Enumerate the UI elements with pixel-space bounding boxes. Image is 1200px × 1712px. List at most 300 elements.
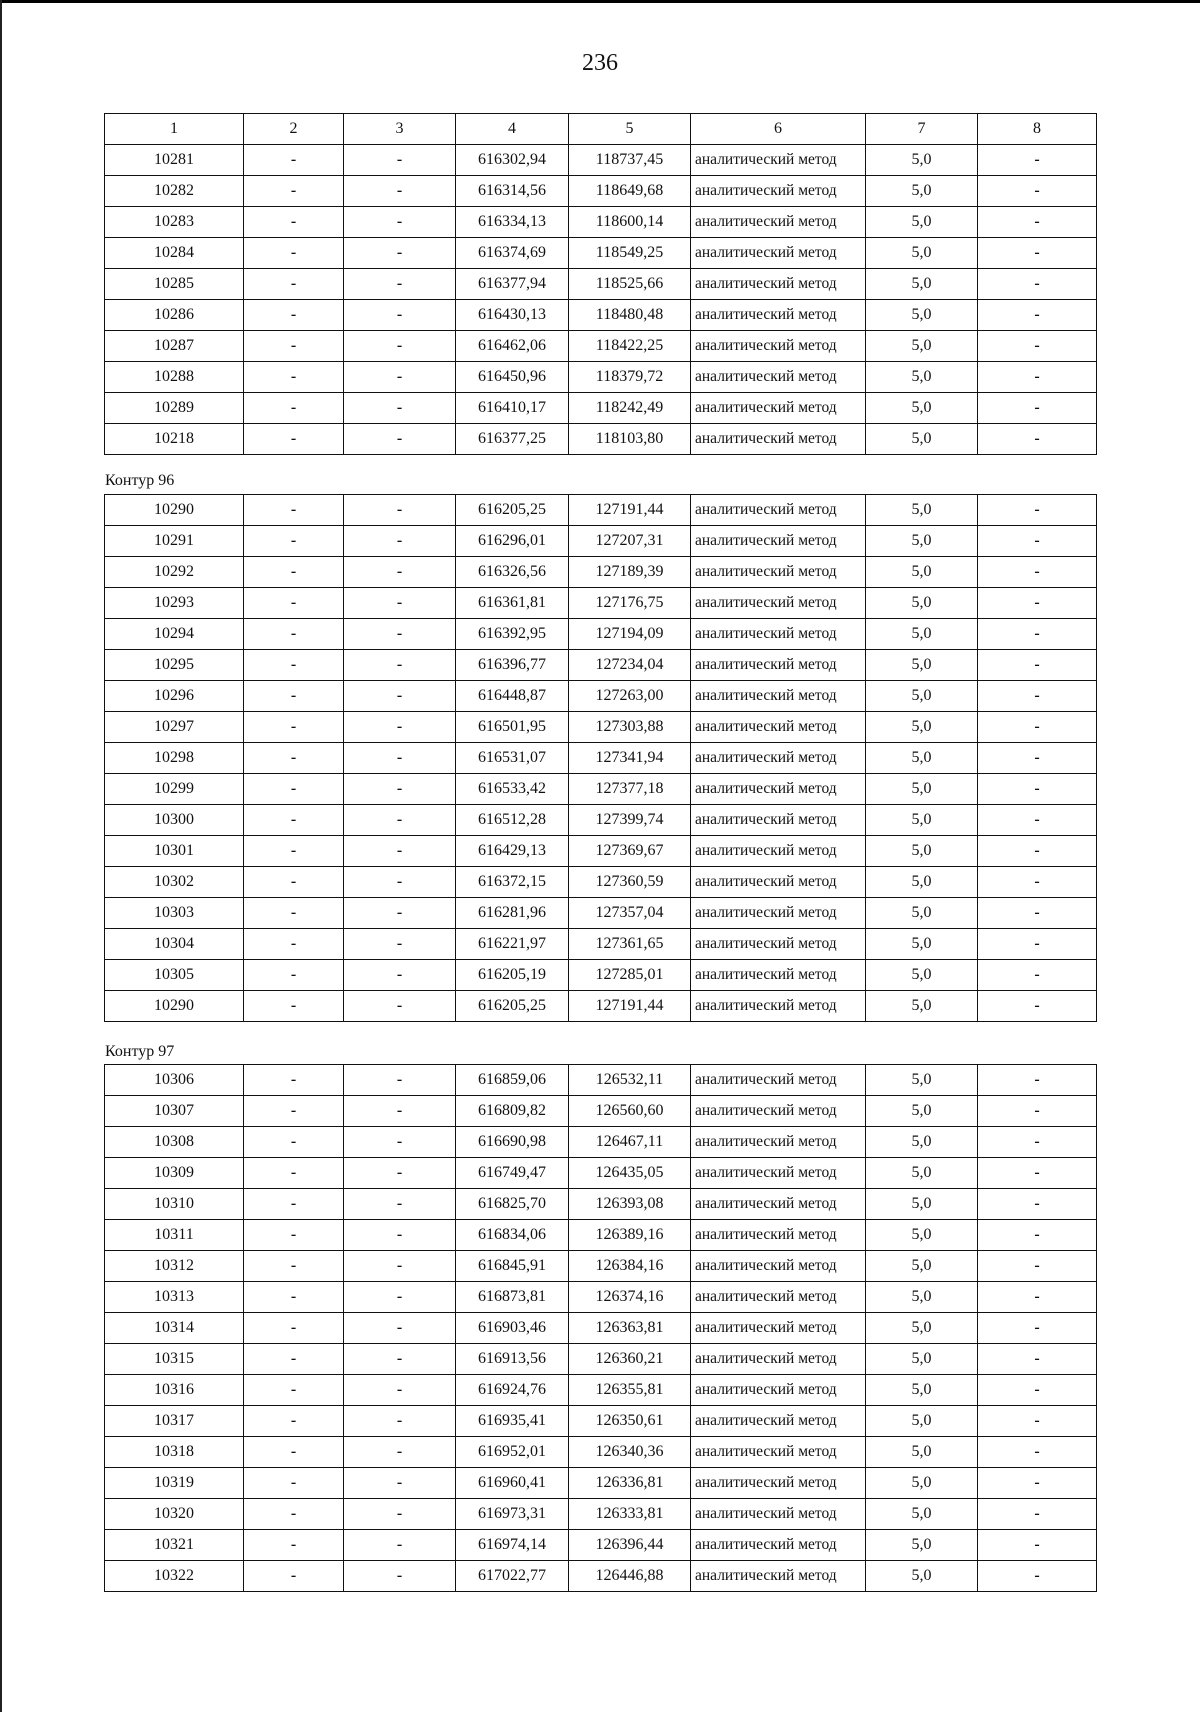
col-8-cell: - xyxy=(978,1127,1097,1158)
point-number-cell: 10311 xyxy=(105,1220,244,1251)
col-3-cell: - xyxy=(344,681,456,712)
coord-x-cell: 616749,47 xyxy=(456,1158,569,1189)
col-2-cell: - xyxy=(244,1499,344,1530)
point-number-cell: 10290 xyxy=(105,495,244,526)
coord-y-cell: 126532,11 xyxy=(569,1065,691,1096)
coord-x-cell: 616450,96 xyxy=(456,362,569,393)
coord-y-cell: 127207,31 xyxy=(569,526,691,557)
method-cell: аналитический метод xyxy=(691,362,866,393)
col-8-cell: - xyxy=(978,424,1097,455)
table-row xyxy=(105,805,1097,836)
method-cell: аналитический метод xyxy=(691,495,866,526)
point-number-cell: 10292 xyxy=(105,557,244,588)
method-cell: аналитический метод xyxy=(691,743,866,774)
accuracy-cell: 5,0 xyxy=(866,960,978,991)
method-cell: аналитический метод xyxy=(691,176,866,207)
coord-y-cell: 126350,61 xyxy=(569,1406,691,1437)
point-number-cell: 10289 xyxy=(105,393,244,424)
coord-y-cell: 127361,65 xyxy=(569,929,691,960)
accuracy-cell: 5,0 xyxy=(866,557,978,588)
accuracy-cell: 5,0 xyxy=(866,1530,978,1561)
header-row xyxy=(105,114,1097,145)
coord-x-cell: 616430,13 xyxy=(456,300,569,331)
method-cell: аналитический метод xyxy=(691,145,866,176)
point-number-cell: 10314 xyxy=(105,1313,244,1344)
col-3-cell: - xyxy=(344,836,456,867)
table-row xyxy=(105,495,1097,526)
col-3-cell: - xyxy=(344,238,456,269)
accuracy-cell: 5,0 xyxy=(866,743,978,774)
coord-x-cell: 616396,77 xyxy=(456,650,569,681)
col-3-cell: - xyxy=(344,269,456,300)
coord-y-cell: 118525,66 xyxy=(569,269,691,300)
col-3-cell: - xyxy=(344,712,456,743)
table-row xyxy=(105,269,1097,300)
accuracy-cell: 5,0 xyxy=(866,898,978,929)
col-3-cell: - xyxy=(344,526,456,557)
accuracy-cell: 5,0 xyxy=(866,991,978,1022)
coord-y-cell: 126560,60 xyxy=(569,1096,691,1127)
point-number-cell: 10291 xyxy=(105,526,244,557)
coord-x-cell: 616410,17 xyxy=(456,393,569,424)
coord-x-cell: 616913,56 xyxy=(456,1344,569,1375)
method-cell: аналитический метод xyxy=(691,867,866,898)
col-8-cell: - xyxy=(978,712,1097,743)
accuracy-cell: 5,0 xyxy=(866,269,978,300)
coord-x-cell: 616859,06 xyxy=(456,1065,569,1096)
col-8-cell: - xyxy=(978,991,1097,1022)
col-8-cell: - xyxy=(978,1344,1097,1375)
header-cell: 1 xyxy=(105,114,244,145)
col-8-cell: - xyxy=(978,681,1097,712)
col-8-cell: - xyxy=(978,960,1097,991)
col-2-cell: - xyxy=(244,1096,344,1127)
col-8-cell: - xyxy=(978,1375,1097,1406)
point-number-cell: 10315 xyxy=(105,1344,244,1375)
method-cell: аналитический метод xyxy=(691,1313,866,1344)
col-2-cell: - xyxy=(244,526,344,557)
table-row xyxy=(105,1158,1097,1189)
coord-y-cell: 127189,39 xyxy=(569,557,691,588)
table-row xyxy=(105,681,1097,712)
coord-y-cell: 118379,72 xyxy=(569,362,691,393)
col-3-cell: - xyxy=(344,960,456,991)
coord-y-cell: 127303,88 xyxy=(569,712,691,743)
col-8-cell: - xyxy=(978,774,1097,805)
col-3-cell: - xyxy=(344,557,456,588)
coord-x-cell: 616845,91 xyxy=(456,1251,569,1282)
col-2-cell: - xyxy=(244,588,344,619)
table-row xyxy=(105,898,1097,929)
accuracy-cell: 5,0 xyxy=(866,362,978,393)
col-8-cell: - xyxy=(978,1561,1097,1592)
coord-x-cell: 616809,82 xyxy=(456,1096,569,1127)
accuracy-cell: 5,0 xyxy=(866,650,978,681)
point-number-cell: 10318 xyxy=(105,1437,244,1468)
coord-x-cell: 616834,06 xyxy=(456,1220,569,1251)
point-number-cell: 10295 xyxy=(105,650,244,681)
col-8-cell: - xyxy=(978,650,1097,681)
coord-y-cell: 127263,00 xyxy=(569,681,691,712)
col-8-cell: - xyxy=(978,836,1097,867)
col-3-cell: - xyxy=(344,774,456,805)
table-row xyxy=(105,1468,1097,1499)
col-3-cell: - xyxy=(344,929,456,960)
method-cell: аналитический метод xyxy=(691,1437,866,1468)
col-3-cell: - xyxy=(344,1065,456,1096)
method-cell: аналитический метод xyxy=(691,331,866,362)
coord-x-cell: 616935,41 xyxy=(456,1406,569,1437)
col-2-cell: - xyxy=(244,1468,344,1499)
coord-x-cell: 616296,01 xyxy=(456,526,569,557)
accuracy-cell: 5,0 xyxy=(866,1313,978,1344)
col-8-cell: - xyxy=(978,867,1097,898)
col-2-cell: - xyxy=(244,1282,344,1313)
point-number-cell: 10308 xyxy=(105,1127,244,1158)
col-8-cell: - xyxy=(978,1406,1097,1437)
method-cell: аналитический метод xyxy=(691,991,866,1022)
col-2-cell: - xyxy=(244,681,344,712)
table-row xyxy=(105,929,1097,960)
accuracy-cell: 5,0 xyxy=(866,207,978,238)
point-number-cell: 10281 xyxy=(105,145,244,176)
page-number: 236 xyxy=(582,50,618,76)
table-row xyxy=(105,526,1097,557)
method-cell: аналитический метод xyxy=(691,526,866,557)
coord-y-cell: 127341,94 xyxy=(569,743,691,774)
col-8-cell: - xyxy=(978,238,1097,269)
point-number-cell: 10294 xyxy=(105,619,244,650)
col-8-cell: - xyxy=(978,1158,1097,1189)
accuracy-cell: 5,0 xyxy=(866,1406,978,1437)
header-cell: 8 xyxy=(978,114,1097,145)
col-8-cell: - xyxy=(978,1313,1097,1344)
col-8-cell: - xyxy=(978,526,1097,557)
coord-x-cell: 616205,25 xyxy=(456,991,569,1022)
coord-y-cell: 118600,14 xyxy=(569,207,691,238)
col-2-cell: - xyxy=(244,805,344,836)
coord-y-cell: 126360,21 xyxy=(569,1344,691,1375)
accuracy-cell: 5,0 xyxy=(866,300,978,331)
accuracy-cell: 5,0 xyxy=(866,495,978,526)
coord-x-cell: 616973,31 xyxy=(456,1499,569,1530)
col-3-cell: - xyxy=(344,898,456,929)
col-8-cell: - xyxy=(978,1065,1097,1096)
col-8-cell: - xyxy=(978,393,1097,424)
method-cell: аналитический метод xyxy=(691,1344,866,1375)
method-cell: аналитический метод xyxy=(691,1096,866,1127)
table-row xyxy=(105,176,1097,207)
table-row xyxy=(105,1220,1097,1251)
coord-x-cell: 616974,14 xyxy=(456,1530,569,1561)
point-number-cell: 10284 xyxy=(105,238,244,269)
coord-x-cell: 616952,01 xyxy=(456,1437,569,1468)
col-3-cell: - xyxy=(344,145,456,176)
table-row xyxy=(105,1406,1097,1437)
method-cell: аналитический метод xyxy=(691,300,866,331)
col-3-cell: - xyxy=(344,1189,456,1220)
col-3-cell: - xyxy=(344,991,456,1022)
table-row xyxy=(105,145,1097,176)
accuracy-cell: 5,0 xyxy=(866,1065,978,1096)
header-cell: 5 xyxy=(569,114,691,145)
method-cell: аналитический метод xyxy=(691,681,866,712)
method-cell: аналитический метод xyxy=(691,1065,866,1096)
col-3-cell: - xyxy=(344,1096,456,1127)
coord-y-cell: 127194,09 xyxy=(569,619,691,650)
col-3-cell: - xyxy=(344,1530,456,1561)
col-2-cell: - xyxy=(244,619,344,650)
point-number-cell: 10293 xyxy=(105,588,244,619)
col-8-cell: - xyxy=(978,145,1097,176)
col-8-cell: - xyxy=(978,176,1097,207)
coord-y-cell: 126467,11 xyxy=(569,1127,691,1158)
col-8-cell: - xyxy=(978,1251,1097,1282)
col-2-cell: - xyxy=(244,1530,344,1561)
col-2-cell: - xyxy=(244,207,344,238)
col-3-cell: - xyxy=(344,1313,456,1344)
coord-x-cell: 616924,76 xyxy=(456,1375,569,1406)
method-cell: аналитический метод xyxy=(691,898,866,929)
coord-x-cell: 616302,94 xyxy=(456,145,569,176)
point-number-cell: 10302 xyxy=(105,867,244,898)
table-row xyxy=(105,1282,1097,1313)
col-8-cell: - xyxy=(978,619,1097,650)
coord-y-cell: 127399,74 xyxy=(569,805,691,836)
coord-y-cell: 118649,68 xyxy=(569,176,691,207)
point-number-cell: 10296 xyxy=(105,681,244,712)
col-2-cell: - xyxy=(244,929,344,960)
col-8-cell: - xyxy=(978,1530,1097,1561)
col-2-cell: - xyxy=(244,1220,344,1251)
col-3-cell: - xyxy=(344,588,456,619)
col-8-cell: - xyxy=(978,495,1097,526)
point-number-cell: 10320 xyxy=(105,1499,244,1530)
col-8-cell: - xyxy=(978,557,1097,588)
method-cell: аналитический метод xyxy=(691,1375,866,1406)
method-cell: аналитический метод xyxy=(691,1220,866,1251)
method-cell: аналитический метод xyxy=(691,1251,866,1282)
coord-y-cell: 126355,81 xyxy=(569,1375,691,1406)
col-8-cell: - xyxy=(978,929,1097,960)
col-3-cell: - xyxy=(344,1251,456,1282)
accuracy-cell: 5,0 xyxy=(866,1158,978,1189)
coord-x-cell: 616334,13 xyxy=(456,207,569,238)
coord-x-cell: 616512,28 xyxy=(456,805,569,836)
table-row xyxy=(105,867,1097,898)
col-2-cell: - xyxy=(244,1313,344,1344)
col-3-cell: - xyxy=(344,1406,456,1437)
col-2-cell: - xyxy=(244,557,344,588)
col-8-cell: - xyxy=(978,1189,1097,1220)
coord-x-cell: 616903,46 xyxy=(456,1313,569,1344)
col-2-cell: - xyxy=(244,743,344,774)
col-3-cell: - xyxy=(344,1375,456,1406)
coord-x-cell: 616690,98 xyxy=(456,1127,569,1158)
coordinates-table-contour-97 xyxy=(104,1064,1097,1592)
coord-x-cell: 616873,81 xyxy=(456,1282,569,1313)
table-row xyxy=(105,991,1097,1022)
coord-y-cell: 126363,81 xyxy=(569,1313,691,1344)
coord-y-cell: 127285,01 xyxy=(569,960,691,991)
coord-y-cell: 126336,81 xyxy=(569,1468,691,1499)
col-8-cell: - xyxy=(978,362,1097,393)
coord-x-cell: 616221,97 xyxy=(456,929,569,960)
method-cell: аналитический метод xyxy=(691,424,866,455)
table-row xyxy=(105,1344,1097,1375)
col-3-cell: - xyxy=(344,331,456,362)
col-2-cell: - xyxy=(244,960,344,991)
col-3-cell: - xyxy=(344,300,456,331)
table-row xyxy=(105,712,1097,743)
accuracy-cell: 5,0 xyxy=(866,681,978,712)
col-3-cell: - xyxy=(344,495,456,526)
table-row xyxy=(105,1313,1097,1344)
coord-y-cell: 118103,80 xyxy=(569,424,691,455)
point-number-cell: 10313 xyxy=(105,1282,244,1313)
point-number-cell: 10288 xyxy=(105,362,244,393)
accuracy-cell: 5,0 xyxy=(866,526,978,557)
accuracy-cell: 5,0 xyxy=(866,145,978,176)
coordinates-table-section-1 xyxy=(104,113,1097,455)
accuracy-cell: 5,0 xyxy=(866,1282,978,1313)
point-number-cell: 10303 xyxy=(105,898,244,929)
table-row xyxy=(105,1251,1097,1282)
point-number-cell: 10309 xyxy=(105,1158,244,1189)
method-cell: аналитический метод xyxy=(691,805,866,836)
accuracy-cell: 5,0 xyxy=(866,619,978,650)
accuracy-cell: 5,0 xyxy=(866,1220,978,1251)
accuracy-cell: 5,0 xyxy=(866,238,978,269)
col-3-cell: - xyxy=(344,1499,456,1530)
coord-y-cell: 127377,18 xyxy=(569,774,691,805)
accuracy-cell: 5,0 xyxy=(866,1251,978,1282)
point-number-cell: 10287 xyxy=(105,331,244,362)
coord-x-cell: 616281,96 xyxy=(456,898,569,929)
table-row xyxy=(105,960,1097,991)
accuracy-cell: 5,0 xyxy=(866,1468,978,1499)
point-number-cell: 10304 xyxy=(105,929,244,960)
col-2-cell: - xyxy=(244,774,344,805)
col-3-cell: - xyxy=(344,867,456,898)
header-cell: 3 xyxy=(344,114,456,145)
accuracy-cell: 5,0 xyxy=(866,1375,978,1406)
col-8-cell: - xyxy=(978,898,1097,929)
table-row xyxy=(105,393,1097,424)
col-3-cell: - xyxy=(344,1344,456,1375)
method-cell: аналитический метод xyxy=(691,650,866,681)
coord-y-cell: 118737,45 xyxy=(569,145,691,176)
accuracy-cell: 5,0 xyxy=(866,712,978,743)
accuracy-cell: 5,0 xyxy=(866,588,978,619)
table-row xyxy=(105,331,1097,362)
coord-y-cell: 126333,81 xyxy=(569,1499,691,1530)
method-cell: аналитический метод xyxy=(691,557,866,588)
method-cell: аналитический метод xyxy=(691,1530,866,1561)
col-2-cell: - xyxy=(244,1127,344,1158)
coord-x-cell: 616531,07 xyxy=(456,743,569,774)
accuracy-cell: 5,0 xyxy=(866,1561,978,1592)
coord-x-cell: 616960,41 xyxy=(456,1468,569,1499)
point-number-cell: 10299 xyxy=(105,774,244,805)
col-2-cell: - xyxy=(244,393,344,424)
table-row xyxy=(105,207,1097,238)
accuracy-cell: 5,0 xyxy=(866,1437,978,1468)
accuracy-cell: 5,0 xyxy=(866,393,978,424)
point-number-cell: 10301 xyxy=(105,836,244,867)
coord-x-cell: 616825,70 xyxy=(456,1189,569,1220)
point-number-cell: 10317 xyxy=(105,1406,244,1437)
coord-y-cell: 118480,48 xyxy=(569,300,691,331)
point-number-cell: 10310 xyxy=(105,1189,244,1220)
point-number-cell: 10286 xyxy=(105,300,244,331)
point-number-cell: 10282 xyxy=(105,176,244,207)
method-cell: аналитический метод xyxy=(691,619,866,650)
col-3-cell: - xyxy=(344,1220,456,1251)
point-number-cell: 10319 xyxy=(105,1468,244,1499)
coord-y-cell: 118549,25 xyxy=(569,238,691,269)
coord-x-cell: 616392,95 xyxy=(456,619,569,650)
col-2-cell: - xyxy=(244,269,344,300)
coord-y-cell: 118422,25 xyxy=(569,331,691,362)
point-number-cell: 10305 xyxy=(105,960,244,991)
coord-x-cell: 616205,25 xyxy=(456,495,569,526)
coord-x-cell: 616462,06 xyxy=(456,331,569,362)
accuracy-cell: 5,0 xyxy=(866,331,978,362)
method-cell: аналитический метод xyxy=(691,588,866,619)
coord-y-cell: 126393,08 xyxy=(569,1189,691,1220)
header-cell: 2 xyxy=(244,114,344,145)
col-2-cell: - xyxy=(244,836,344,867)
table-row xyxy=(105,1499,1097,1530)
col-2-cell: - xyxy=(244,300,344,331)
method-cell: аналитический метод xyxy=(691,269,866,300)
coord-y-cell: 126396,44 xyxy=(569,1530,691,1561)
col-2-cell: - xyxy=(244,650,344,681)
col-2-cell: - xyxy=(244,1375,344,1406)
col-8-cell: - xyxy=(978,300,1097,331)
point-number-cell: 10290 xyxy=(105,991,244,1022)
col-3-cell: - xyxy=(344,424,456,455)
coord-x-cell: 616377,94 xyxy=(456,269,569,300)
method-cell: аналитический метод xyxy=(691,1406,866,1437)
col-2-cell: - xyxy=(244,1158,344,1189)
method-cell: аналитический метод xyxy=(691,1158,866,1189)
col-8-cell: - xyxy=(978,1437,1097,1468)
point-number-cell: 10218 xyxy=(105,424,244,455)
col-8-cell: - xyxy=(978,1468,1097,1499)
point-number-cell: 10285 xyxy=(105,269,244,300)
method-cell: аналитический метод xyxy=(691,1561,866,1592)
col-3-cell: - xyxy=(344,1158,456,1189)
point-number-cell: 10283 xyxy=(105,207,244,238)
col-8-cell: - xyxy=(978,207,1097,238)
coord-y-cell: 127176,75 xyxy=(569,588,691,619)
coord-y-cell: 127191,44 xyxy=(569,991,691,1022)
method-cell: аналитический метод xyxy=(691,393,866,424)
col-2-cell: - xyxy=(244,331,344,362)
top-border-line xyxy=(0,0,1200,3)
point-number-cell: 10322 xyxy=(105,1561,244,1592)
table-row xyxy=(105,1561,1097,1592)
point-number-cell: 10298 xyxy=(105,743,244,774)
point-number-cell: 10321 xyxy=(105,1530,244,1561)
coord-y-cell: 126340,36 xyxy=(569,1437,691,1468)
col-2-cell: - xyxy=(244,495,344,526)
col-3-cell: - xyxy=(344,743,456,774)
coord-y-cell: 127191,44 xyxy=(569,495,691,526)
table-row xyxy=(105,300,1097,331)
